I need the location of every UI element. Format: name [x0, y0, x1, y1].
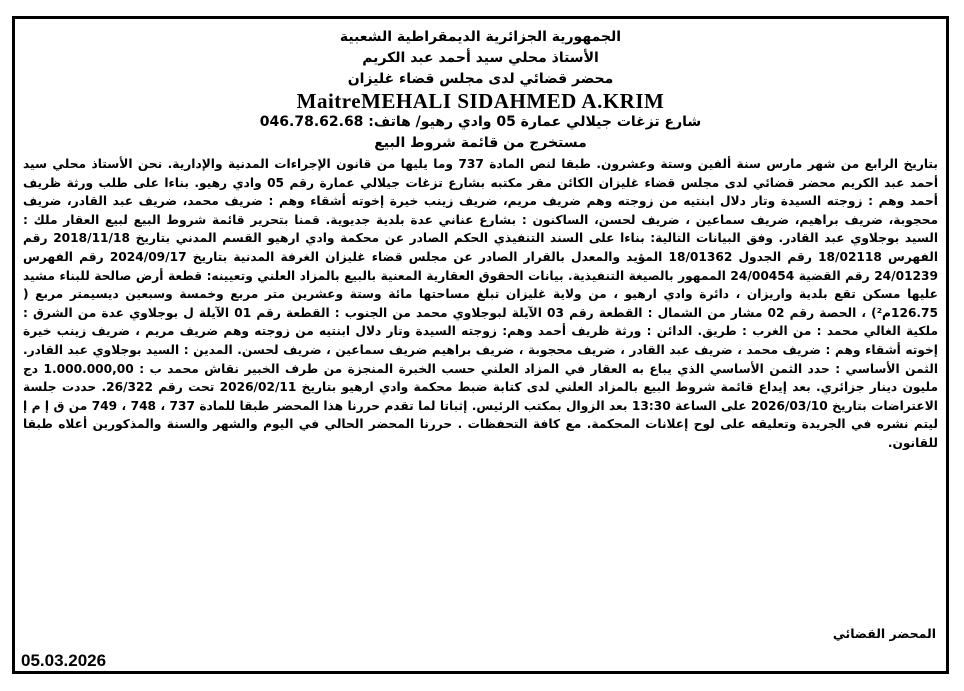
notice-body-text: بتاريخ الرابع من شهر مارس سنة ألفين وستة وعشرون. طبقا لنص المادة 737 وما يليها من قانون الإجراءات المدنية والإدارية. نحن الأستاذ محلي سيد أحمد عبد الكريم محضر قضائي لدى مجلس قضاء غليزان الكائن مقر مكتبه بشارع تزغات جيلالي عمارة رقم 05 وادي رهيو. بناءا على طلب ورثة ظريف أحمد وهم : زوجته السيدة وتار دلال ابنتيه من زوجته وهم ضريف مريم، ضريف زينب خيرة إخوته أشقاء وهم : ضريف محمد، ضريف عبد القادر، ضريف محجوبة، ضريف براهيم، ضريف سماعين ، ضريف لحسن، الساكنون : بشارع عناني عدة بلدية جديوية. قمنا بتحرير قائمة شروط البيع لبيع العقار ملك : السيد بوجلاوي عبد القادر. وفق البيانات التالية: بناءا على السند التنفيذي الحكم الصادر عن محكمة وادي ارهيو القسم المدني بتاريخ 2018/11/18 رقم الفهرس 18/02118 رقم الجدول 18/01362 المؤيد والمعدل بالقرار الصادر عن مجلس قضاء غليزان الغرفة المدنية بتاريخ 2024/09/17 رقم الفهرس 24/01239 رقم القضية 24/00454 الممهور بالصيغة التنفيذية. بيانات الحقوق العقارية المعنية بالبيع بالمزاد العلني وتعيينه: قطعة أرض صالحة للبناء مشيد عليها مسكن تقع بلدية واريزان ، دائرة وادي ارهيو ، من ولاية غليزان تبلغ مساحتها مائة وستة وعشرين متر مربع وخمسة وسبعين ديسيمتر مربع ( 126.75م²) ، الحصة رقم 02 مشار من الشمال : القطعة رقم 03 الآيلة لبوجلاوي محمد من الجنوب : القطعة رقم 01 الآيلة ل بوجلاوي عدة من الشرق : ملكية الغالي محمد : من الغرب : طريق. الدائن : ورثة ظريف أحمد وهم: زوجته السيدة وتار دلال ابنتيه من زوجته وهم ضريف مريم ، ضريف زينب خيرة إخوته أشقاء وهم : ضريف محمد ، ضريف عبد القادر ، ضريف محجوبة ، ضريف براهيم ضريف سماعين ، ضريف لحسن. المدين : السيد بوجلاوي عبد القادر. الثمن الأساسي : حدد الثمن الأساسي الذي يباع به العقار في المزاد العلني حسب الخبرة المنجزة من طرف الخبير نقاش محمد ب : 1.000.000,00 دج مليون دينار جزائري. بعد إيداع قائمة شروط البيع بالمزاد العلني لدى كتابة ضبط محكمة وادي ارهيو بتاريخ 2026/02/11 تحت رقم 26/322. حددت جلسة الاعتراضات بتاريخ 2026/03/10 على الساعة 13:30 بعد الزوال بمكتب الرئيس. إثباتا لما تقدم حررنا هذا المحضر طبقا للمادة 737 ، 748 ، 749 من ق إ م إ ليتم نشره في الجريدة وتعليقه على لوح إعلانات المحكمة. مع كافة التحفظات . حررنا المحضر الحالي في اليوم والشهر والسنة والمذكورين أعلاه طبقا للقانون. — [23, 157, 939, 450]
republic-title: الجمهورية الجزائرية الديمقراطية الشعبية — [339, 29, 622, 45]
bailiff-name-arabic: الأستاذ محلي سيد أحمد عبد الكريم — [362, 50, 599, 66]
notice-header — [15, 27, 946, 154]
legal-notice-frame — [12, 16, 949, 674]
document-title: مستخرج من قائمة شروط البيع — [374, 135, 587, 151]
signature-label: المحضر القضائي — [832, 626, 936, 641]
bailiff-office: محضر قضائي لدى مجلس قضاء غليزان — [347, 71, 614, 87]
office-address-phone: شارع تزغات جيلالي عمارة 05 وادي رهيو/ هاتف: 046.78.62.68 — [259, 114, 702, 130]
notice-body — [23, 155, 938, 453]
notice-date: 05.03.2026 — [21, 651, 107, 670]
bailiff-name-latin: MaitreMEHALI SIDAHMED A.KRIM — [296, 89, 665, 113]
